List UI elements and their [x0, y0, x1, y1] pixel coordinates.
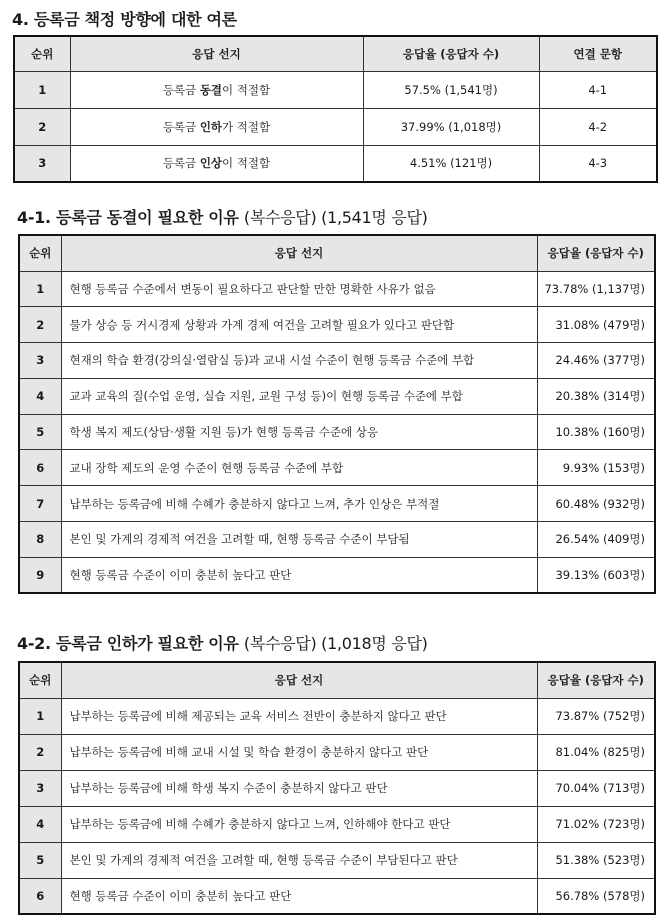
option-cell: 납부하는 등록금에 비해 학생 복지 수준이 충분하지 않다고 판단 [61, 770, 537, 806]
rate-cell: 4.51% (121명) [363, 145, 539, 182]
rank-cell: 5 [19, 842, 61, 878]
option-cell: 납부하는 등록금에 비해 수혜가 충분하지 않다고 느껴, 인하해야 한다고 판단 [61, 806, 537, 842]
table-row [19, 734, 655, 770]
rate-cell: 56.78% (578명) [537, 878, 655, 914]
table-row [19, 806, 655, 842]
rate-cell: 73.87% (752명) [537, 698, 655, 734]
section-subtitle-4-1: (복수응답) (1,541명 응답) [243, 208, 428, 227]
reduce-reasons-table [18, 661, 656, 915]
section-subtitle-4-2: (복수응답) (1,018명 응답) [243, 634, 428, 653]
rate-cell: 39.13% (603명) [537, 557, 655, 593]
option-cell: 교과 교육의 질(수업 운영, 실습 지원, 교원 구성 등)이 현행 등록금 수준에 부합 [61, 378, 537, 414]
table-header-row [19, 662, 655, 698]
rank-cell: 2 [19, 734, 61, 770]
table-row [19, 271, 655, 307]
header-rank: 순위 [19, 662, 61, 698]
rank-cell: 8 [19, 522, 61, 558]
section-title-4-1-text: 4-1. 등록금 동결이 필요한 이유 [17, 208, 239, 227]
option-cell: 현행 등록금 수준에서 변동이 필요하다고 판단할 만한 명확한 사유가 없음 [61, 271, 537, 307]
table-row [19, 698, 655, 734]
rate-cell: 81.04% (825명) [537, 734, 655, 770]
rate-cell: 60.48% (932명) [537, 486, 655, 522]
rank-cell: 9 [19, 557, 61, 593]
section-title-4 [12, 7, 237, 30]
option-suffix: 가 적절함 [222, 119, 271, 134]
option-prefix: 등록금 [162, 156, 200, 171]
table-row [19, 378, 655, 414]
option-cell: 납부하는 등록금에 비해 제공되는 교육 서비스 전반이 충분하지 않다고 판단 [61, 698, 537, 734]
rate-cell: 73.78% (1,137명) [537, 271, 655, 307]
table-row [19, 450, 655, 486]
table-row [19, 307, 655, 343]
rate-cell: 26.54% (409명) [537, 522, 655, 558]
option-cell: 학생 복지 제도(상담·생활 지원 등)가 현행 등록금 수준에 상응 [61, 414, 537, 450]
option-cell [70, 145, 363, 182]
table-row [19, 770, 655, 806]
table-row [14, 145, 657, 182]
link-cell: 4-2 [539, 108, 657, 145]
rank-cell: 1 [14, 71, 70, 108]
table-row [19, 414, 655, 450]
freeze-reasons-table [18, 234, 656, 594]
option-cell: 현행 등록금 수준이 이미 충분히 높다고 판단 [61, 878, 537, 914]
opinion-table [13, 35, 658, 183]
header-rank: 순위 [19, 235, 61, 271]
section-title-4-2 [17, 631, 428, 654]
header-rate: 응답율 (응답자 수) [363, 36, 539, 71]
table-row [14, 108, 657, 145]
option-keyword: 인하 [199, 119, 223, 134]
rate-cell: 24.46% (377명) [537, 343, 655, 379]
option-cell [70, 108, 363, 145]
option-keyword: 인상 [199, 156, 223, 171]
table-row [19, 557, 655, 593]
option-suffix: 이 적절함 [222, 82, 271, 97]
rate-cell: 71.02% (723명) [537, 806, 655, 842]
rate-cell: 57.5% (1,541명) [363, 71, 539, 108]
table-header-row [14, 36, 657, 71]
rate-cell: 37.99% (1,018명) [363, 108, 539, 145]
rank-cell: 3 [19, 770, 61, 806]
header-rate: 응답율 (응답자 수) [537, 235, 655, 271]
header-rank: 순위 [14, 36, 70, 71]
rank-cell: 3 [14, 145, 70, 182]
rank-cell: 1 [19, 698, 61, 734]
section-title-4-2-text: 4-2. 등록금 인하가 필요한 이유 [17, 634, 239, 653]
rate-cell: 51.38% (523명) [537, 842, 655, 878]
rate-cell: 31.08% (479명) [537, 307, 655, 343]
link-cell: 4-3 [539, 145, 657, 182]
table-row [19, 842, 655, 878]
rank-cell: 1 [19, 271, 61, 307]
option-prefix: 등록금 [162, 82, 200, 97]
table-row [19, 522, 655, 558]
table-row [14, 71, 657, 108]
option-keyword: 동결 [199, 82, 223, 97]
rank-cell: 2 [14, 108, 70, 145]
header-option: 응답 선지 [61, 235, 537, 271]
table-header-row [19, 235, 655, 271]
rate-cell: 70.04% (713명) [537, 770, 655, 806]
option-cell: 본인 및 가계의 경제적 여건을 고려할 때, 현행 등록금 수준이 부담된다고 판단 [61, 842, 537, 878]
section-title-4-1 [17, 205, 428, 228]
section-title-4-text: 4. 등록금 책정 방향에 대한 여론 [12, 10, 237, 29]
option-cell: 물가 상승 등 거시경제 상황과 가계 경제 여건을 고려할 필요가 있다고 판단함 [61, 307, 537, 343]
header-rate: 응답율 (응답자 수) [537, 662, 655, 698]
header-option: 응답 선지 [61, 662, 537, 698]
rank-cell: 5 [19, 414, 61, 450]
table-row [19, 486, 655, 522]
option-cell [70, 71, 363, 108]
option-cell: 현재의 학습 환경(강의실·열람실 등)과 교내 시설 수준이 현행 등록금 수준에 부합 [61, 343, 537, 379]
option-cell: 본인 및 가계의 경제적 여건을 고려할 때, 현행 등록금 수준이 부담됨 [61, 522, 537, 558]
rank-cell: 4 [19, 806, 61, 842]
rank-cell: 6 [19, 450, 61, 486]
table-row [19, 878, 655, 914]
option-cell: 납부하는 등록금에 비해 수혜가 충분하지 않다고 느껴, 추가 인상은 부적절 [61, 486, 537, 522]
rank-cell: 3 [19, 343, 61, 379]
header-link: 연결 문항 [539, 36, 657, 71]
option-cell: 현행 등록금 수준이 이미 충분히 높다고 판단 [61, 557, 537, 593]
rate-cell: 10.38% (160명) [537, 414, 655, 450]
rank-cell: 4 [19, 378, 61, 414]
option-prefix: 등록금 [162, 119, 200, 134]
table-row [19, 343, 655, 379]
option-suffix: 이 적절함 [222, 156, 271, 171]
rank-cell: 7 [19, 486, 61, 522]
link-cell: 4-1 [539, 71, 657, 108]
option-cell: 교내 장학 제도의 운영 수준이 현행 등록금 수준에 부합 [61, 450, 537, 486]
option-cell: 납부하는 등록금에 비해 교내 시설 및 학습 환경이 충분하지 않다고 판단 [61, 734, 537, 770]
rank-cell: 6 [19, 878, 61, 914]
rate-cell: 20.38% (314명) [537, 378, 655, 414]
rank-cell: 2 [19, 307, 61, 343]
header-option: 응답 선지 [70, 36, 363, 71]
rate-cell: 9.93% (153명) [537, 450, 655, 486]
